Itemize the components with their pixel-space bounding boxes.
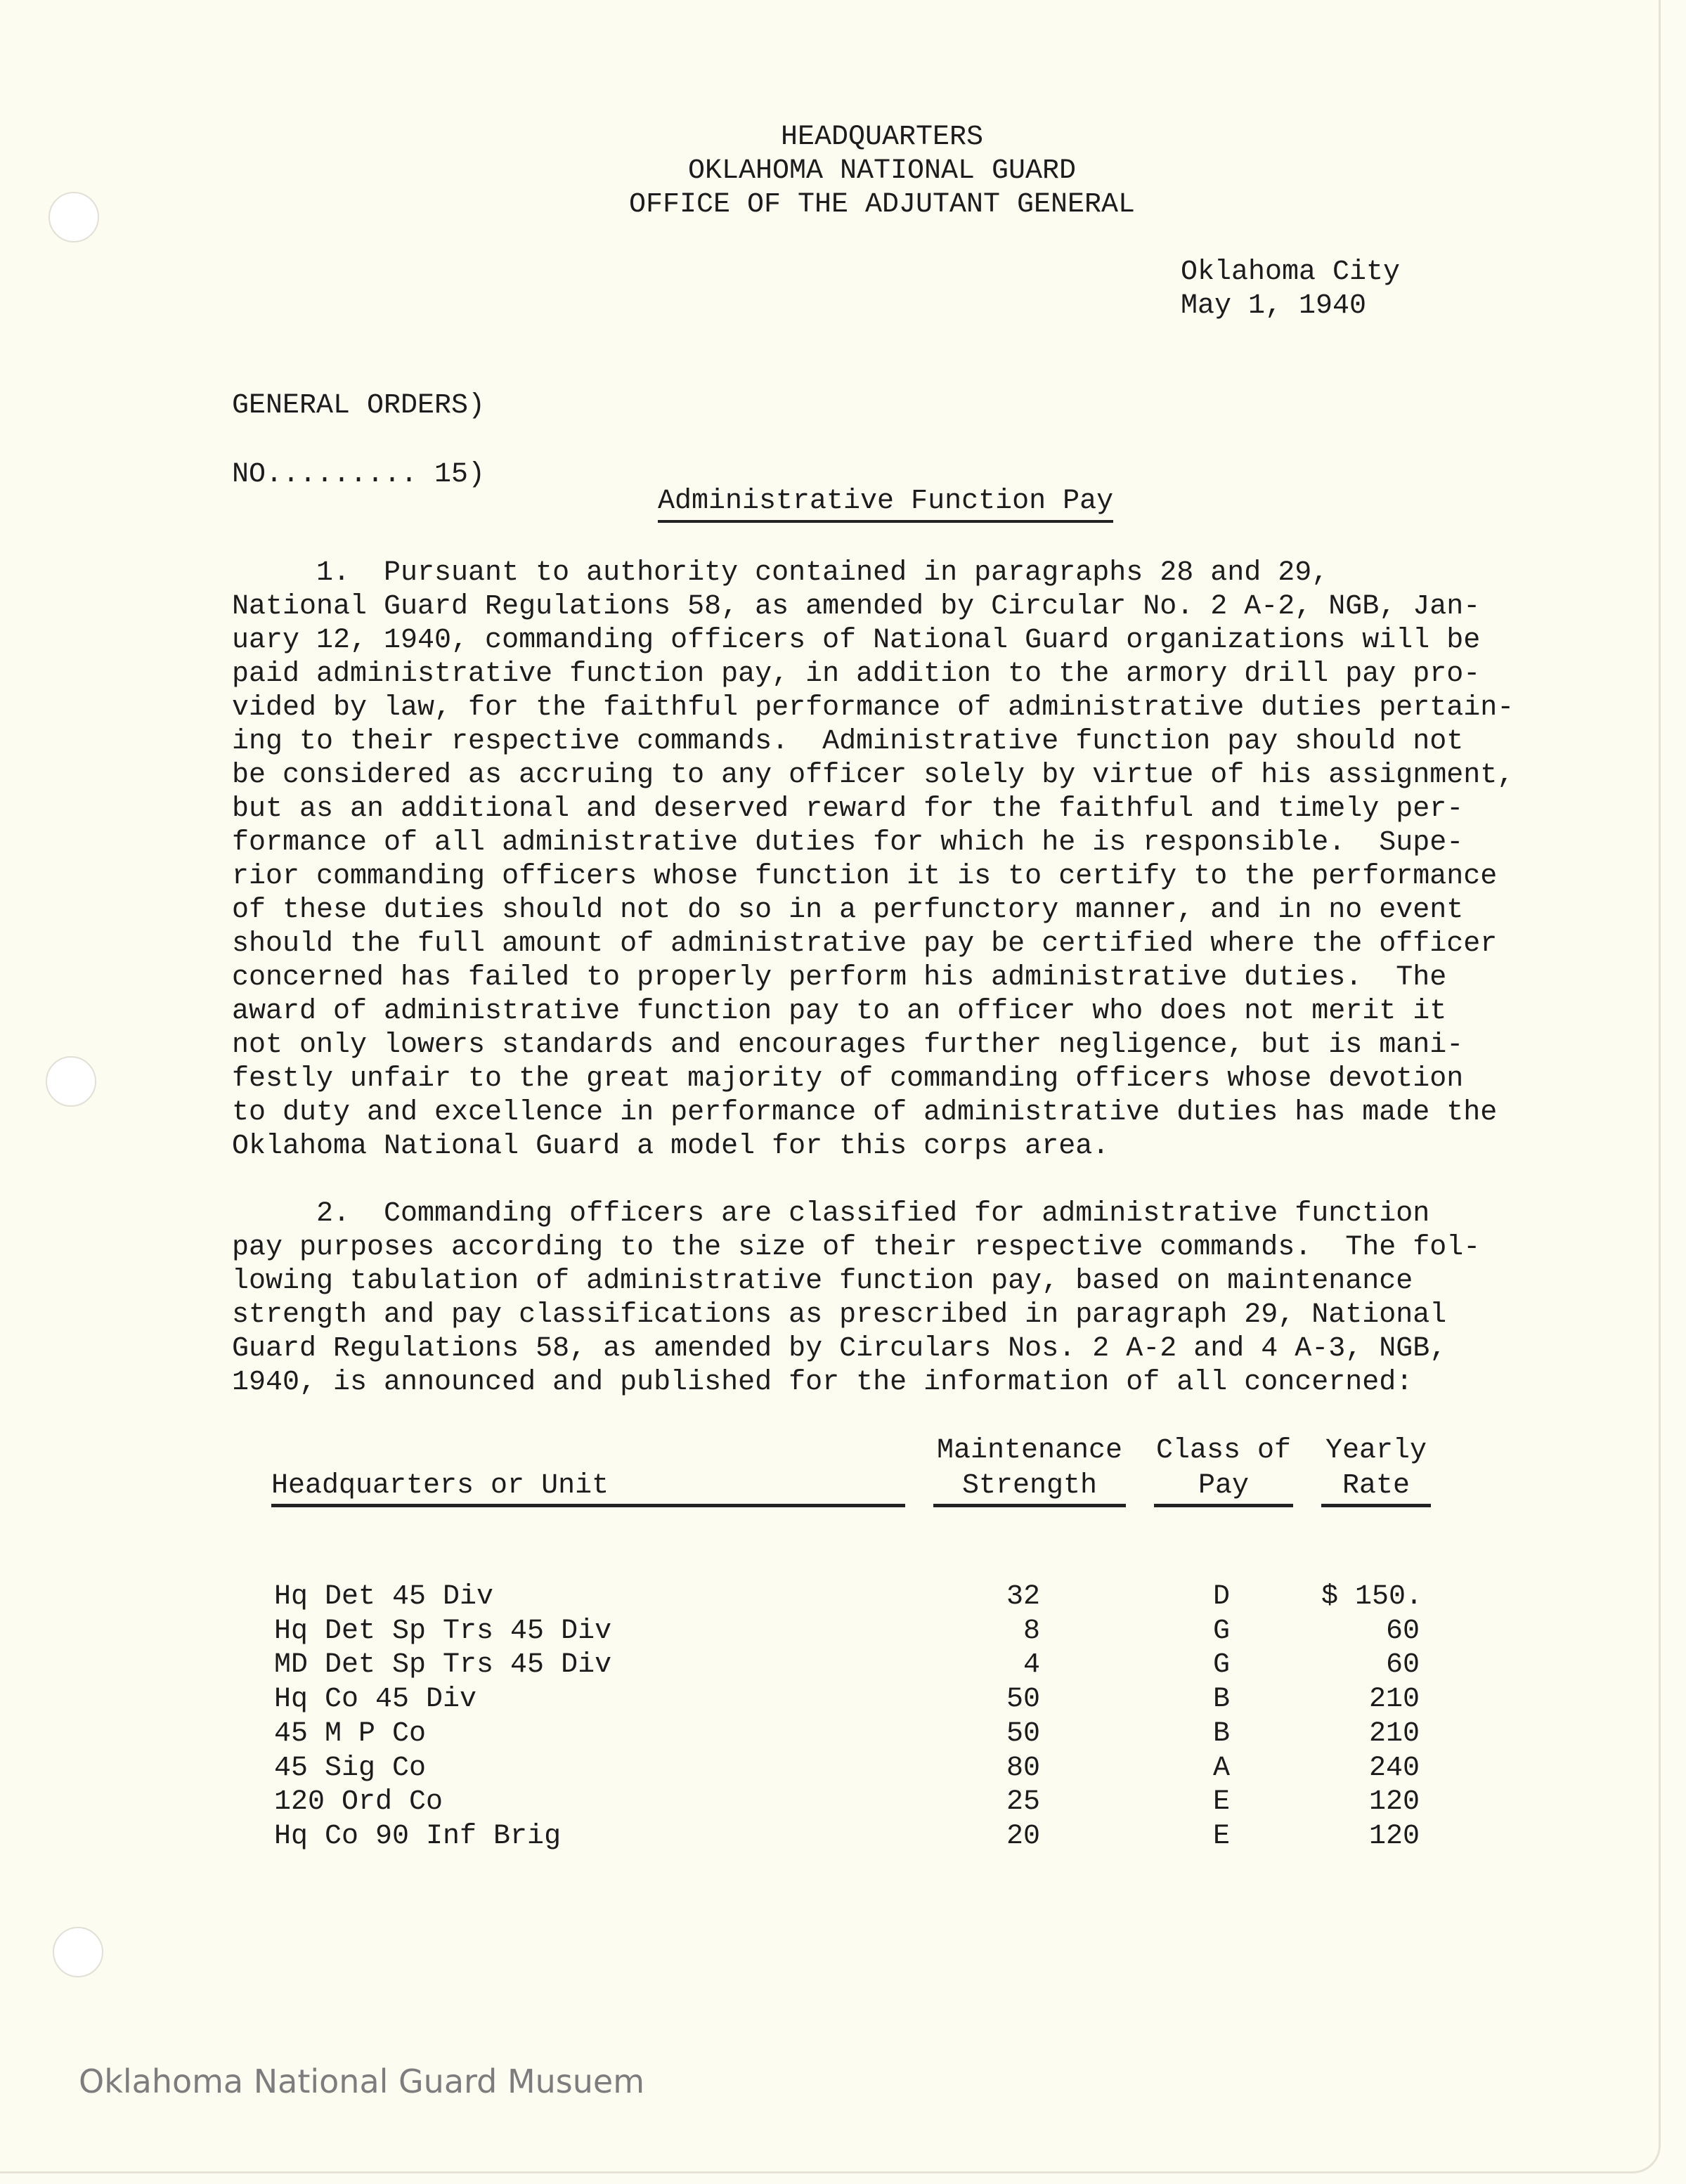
cell-strength: 8: [1023, 1615, 1040, 1647]
cell-rate: $ 150.: [1321, 1581, 1423, 1613]
column-header-class: Class of Pay: [1154, 1434, 1293, 1507]
text-line: rior commanding officers whose function it is to certify to the performance: [232, 861, 1498, 892]
watermark: Oklahoma National Guard Musuem: [79, 2062, 645, 2100]
cell-rate: 60: [1385, 1615, 1420, 1647]
text-line: but as an additional and deserved reward for the faithful and timely per-: [232, 793, 1464, 825]
text-line: concerned has failed to properly perform his administrative duties. The: [232, 962, 1447, 994]
cell-rate: 210: [1368, 1684, 1420, 1716]
cell-unit: 45 M P Co: [274, 1717, 427, 1750]
table-row: [0, 1753, 1686, 1787]
paragraph-1: [232, 557, 1514, 1164]
cell-unit: MD Det Sp Trs 45 Div: [274, 1649, 612, 1682]
order-number: NO......... 15): [232, 459, 486, 490]
text-line: formance of all administrative duties for which he is responsible. Supe-: [232, 827, 1464, 859]
cell-class: E: [1212, 1786, 1230, 1819]
text-line: uary 12, 1940, commanding officers of National Guard organizations will be: [232, 625, 1481, 656]
table-row: [0, 1718, 1686, 1753]
text-line: ing to their respective commands. Administrative function pay should not: [232, 726, 1464, 758]
cell-unit: 120 Ord Co: [274, 1786, 443, 1819]
cell-strength: 50: [1006, 1717, 1040, 1750]
header-line: OKLAHOMA NATIONAL GUARD: [687, 155, 1077, 187]
text-line: of these duties should not do so in a perfunctory manner, and in no event: [232, 895, 1464, 926]
cell-strength: 25: [1006, 1786, 1040, 1819]
cell-rate: 120: [1368, 1820, 1420, 1852]
cell-class: D: [1212, 1581, 1230, 1613]
text-line: not only lowers standards and encourages further negligence, but is mani-: [232, 1029, 1464, 1061]
cell-rate: 60: [1385, 1649, 1420, 1682]
cell-class: G: [1212, 1649, 1230, 1682]
column-header-unit: Headquarters or Unit: [271, 1469, 905, 1507]
cell-class: A: [1212, 1752, 1230, 1784]
text-line: 2. Commanding officers are classified for administrative function: [232, 1198, 1430, 1230]
text-line: to duty and excellence in performance of administrative duties has made the: [232, 1097, 1498, 1129]
cell-unit: Hq Det Sp Trs 45 Div: [274, 1615, 612, 1647]
cell-class: E: [1212, 1820, 1230, 1852]
document-title: Administrative Function Pay: [658, 485, 1113, 523]
place: Oklahoma City: [1181, 256, 1401, 288]
date: May 1, 1940: [1181, 290, 1367, 322]
cell-class: B: [1212, 1717, 1230, 1750]
cell-rate: 210: [1368, 1717, 1420, 1750]
cell-unit: Hq Det 45 Div: [274, 1581, 494, 1613]
text-line: vided by law, for the faithful performance of administrative duties pertain-: [232, 692, 1515, 724]
table-row: [0, 1616, 1686, 1650]
text-line: 1. Pursuant to authority contained in paragraphs 28 and 29,: [232, 557, 1329, 589]
table-row: [0, 1684, 1686, 1718]
text-line: lowing tabulation of administrative function pay, based on maintenance: [232, 1266, 1413, 1297]
text-line: paid administrative function pay, in addition to the armory drill pay pro-: [232, 658, 1481, 690]
column-header-rate: Yearly Rate: [1321, 1434, 1431, 1507]
header-line: HEADQUARTERS: [780, 122, 984, 153]
text-line: pay purposes according to the size of their respective commands. The fol-: [232, 1232, 1481, 1263]
cell-rate: 120: [1368, 1786, 1420, 1819]
text-line: festly unfair to the great majority of commanding officers whose devotion: [232, 1063, 1464, 1095]
table-row: [0, 1649, 1686, 1684]
cell-unit: 45 Sig Co: [274, 1752, 427, 1784]
table-row: [0, 1581, 1686, 1616]
column-header-strength: Maintenance Strength: [933, 1434, 1126, 1507]
cell-strength: 4: [1023, 1649, 1040, 1682]
cell-strength: 32: [1006, 1581, 1040, 1613]
cell-strength: 50: [1006, 1684, 1040, 1716]
text-line: award of administrative function pay to an officer who does not merit it: [232, 996, 1447, 1027]
punch-hole: [53, 1927, 103, 1977]
cell-unit: Hq Co 90 Inf Brig: [274, 1820, 562, 1852]
header-line: OFFICE OF THE ADJUTANT GENERAL: [628, 189, 1136, 221]
general-orders-label: GENERAL ORDERS): [232, 390, 486, 422]
cell-unit: Hq Co 45 Div: [274, 1684, 477, 1716]
cell-strength: 80: [1006, 1752, 1040, 1784]
text-line: Guard Regulations 58, as amended by Circulars Nos. 2 A-2 and 4 A-3, NGB,: [232, 1333, 1447, 1365]
table-row: [0, 1821, 1686, 1855]
text-line: National Guard Regulations 58, as amended by Circular No. 2 A-2, NGB, Jan-: [232, 591, 1481, 623]
cell-class: B: [1212, 1684, 1230, 1716]
text-line: Oklahoma National Guard a model for this corps area.: [232, 1131, 1110, 1162]
paragraph-2: [232, 1197, 1480, 1400]
text-line: strength and pay classifications as prescribed in paragraph 29, National: [232, 1299, 1447, 1331]
cell-rate: 240: [1368, 1752, 1420, 1784]
text-line: be considered as accruing to any officer solely by virtue of his assignment,: [232, 760, 1515, 791]
table-row: [0, 1786, 1686, 1821]
cell-strength: 20: [1006, 1820, 1040, 1852]
cell-class: G: [1212, 1615, 1230, 1647]
punch-hole: [46, 1056, 96, 1107]
text-line: 1940, is announced and published for the information of all concerned:: [232, 1367, 1413, 1398]
text-line: should the full amount of administrative pay be certified where the officer: [232, 928, 1498, 960]
